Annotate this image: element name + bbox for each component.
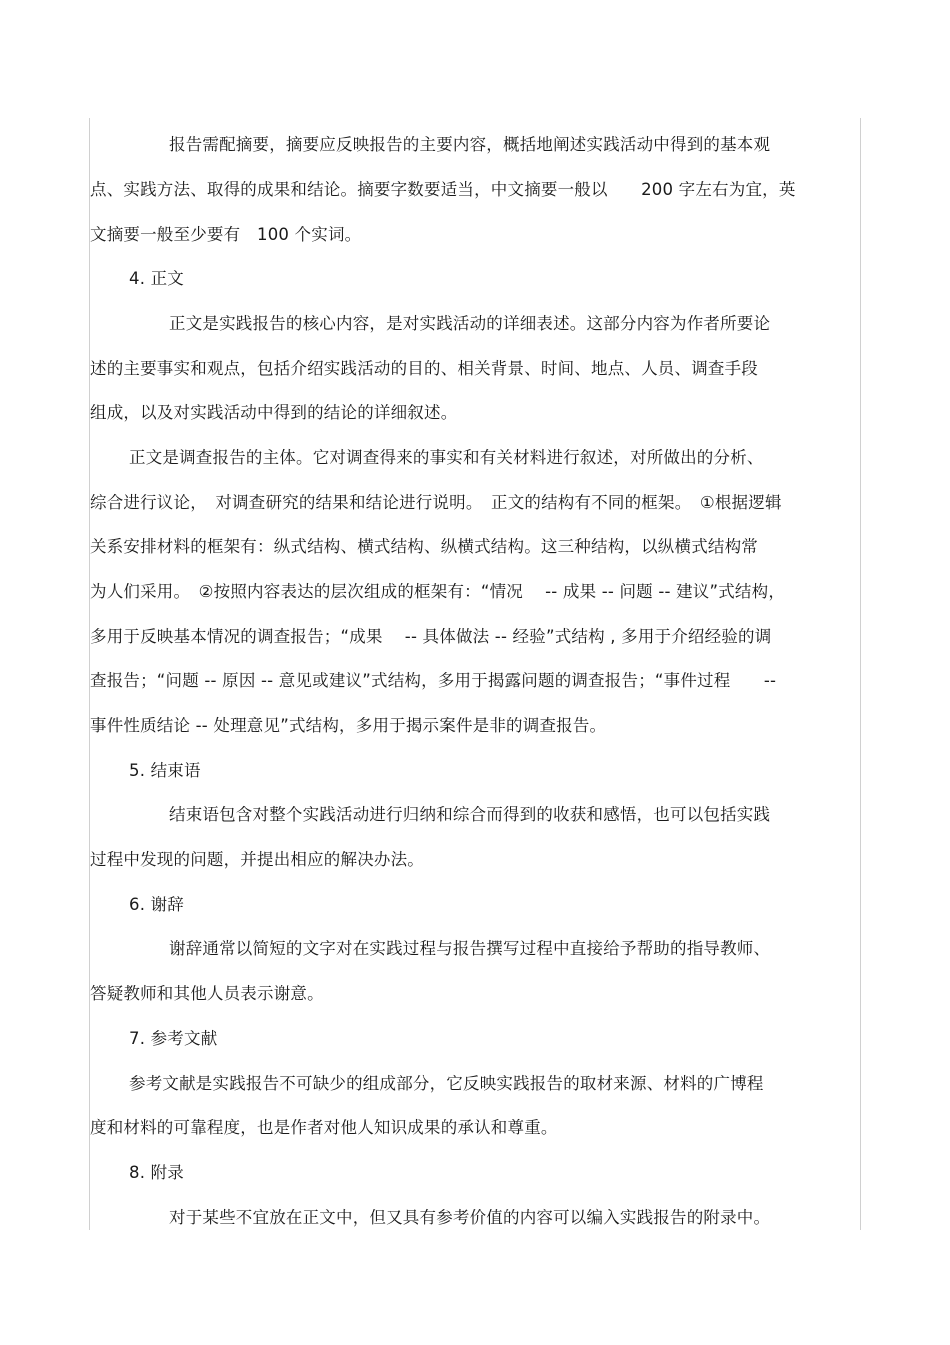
abstract-paragraph-line-1: 报告需配摘要，摘要应反映报告的主要内容，概括地阐述实践活动中得到的基本观 [169, 135, 771, 154]
structure-paragraph-line-6: 查报告；“问题 -- 原因 -- 意见或建议”式结构，多用于揭露问题的调查报告；“事件过程 -- [90, 671, 777, 690]
section-heading-references: 7. 参考文献 [129, 1029, 218, 1048]
structure-paragraph-line-7: 事件性质结论 -- 处理意见”式结构，多用于揭示案件是非的调查报告。 [90, 716, 607, 735]
acknowledgements-paragraph-line-1: 谢辞通常以简短的文字对在实践过程与报告撰写过程中直接给予帮助的指导教师、 [169, 939, 771, 958]
structure-paragraph-line-1: 正文是调查报告的主体。它对调查得来的事实和有关材料进行叙述，对所做出的分析、 [129, 448, 764, 467]
abstract-paragraph-line-2: 点、实践方法、取得的成果和结论。摘要字数要适当，中文摘要一般以 200 字左右为宜，英 [90, 180, 796, 199]
section-heading-acknowledgements: 6. 谢辞 [129, 895, 184, 914]
structure-paragraph-line-4: 为人们采用。 ②按照内容表达的层次组成的框架有：“情况 -- 成果 -- 问题 -- 建议”式结构， [90, 582, 786, 601]
appendix-paragraph-line-1: 对于某些不宜放在正文中，但又具有参考价值的内容可以编入实践报告的附录中。 [169, 1208, 771, 1227]
section-heading-appendix: 8. 附录 [129, 1163, 184, 1182]
section-heading-body: 4. 正文 [129, 269, 184, 288]
body-paragraph-line-1: 正文是实践报告的核心内容，是对实践活动的详细表述。这部分内容为作者所要论 [169, 314, 771, 333]
structure-paragraph-line-5: 多用于反映基本情况的调查报告；“成果 -- 具体做法 -- 经验”式结构 , 多用于介绍经验的调 [90, 627, 772, 646]
body-paragraph-line-2: 述的主要事实和观点，包括介绍实践活动的目的、相关背景、时间、地点、人员、调查手段 [90, 359, 758, 378]
acknowledgements-paragraph-line-2: 答疑教师和其他人员表示谢意。 [90, 984, 324, 1003]
abstract-paragraph-line-3: 文摘要一般至少要有 100 个实词。 [90, 225, 362, 244]
page-border-right [860, 118, 861, 1230]
body-paragraph-line-3: 组成，以及对实践活动中得到的结论的详细叙述。 [90, 403, 458, 422]
conclusion-paragraph-line-1: 结束语包含对整个实践活动进行归纳和综合而得到的收获和感悟，也可以包括实践 [169, 805, 771, 824]
conclusion-paragraph-line-2: 过程中发现的问题，并提出相应的解决办法。 [90, 850, 424, 869]
structure-paragraph-line-3: 关系安排材料的框架有：纵式结构、横式结构、纵横式结构。这三种结构，以纵横式结构常 [90, 537, 758, 556]
structure-paragraph-line-2: 综合进行议论， 对调查研究的结果和结论进行说明。 正文的结构有不同的框架。 ①根据逻辑 [90, 493, 782, 512]
references-paragraph-line-1: 参考文献是实践报告不可缺少的组成部分，它反映实践报告的取材来源、材料的广博程 [129, 1074, 764, 1093]
references-paragraph-line-2: 度和材料的可靠程度，也是作者对他人知识成果的承认和尊重。 [90, 1118, 558, 1137]
section-heading-conclusion: 5. 结束语 [129, 761, 201, 780]
